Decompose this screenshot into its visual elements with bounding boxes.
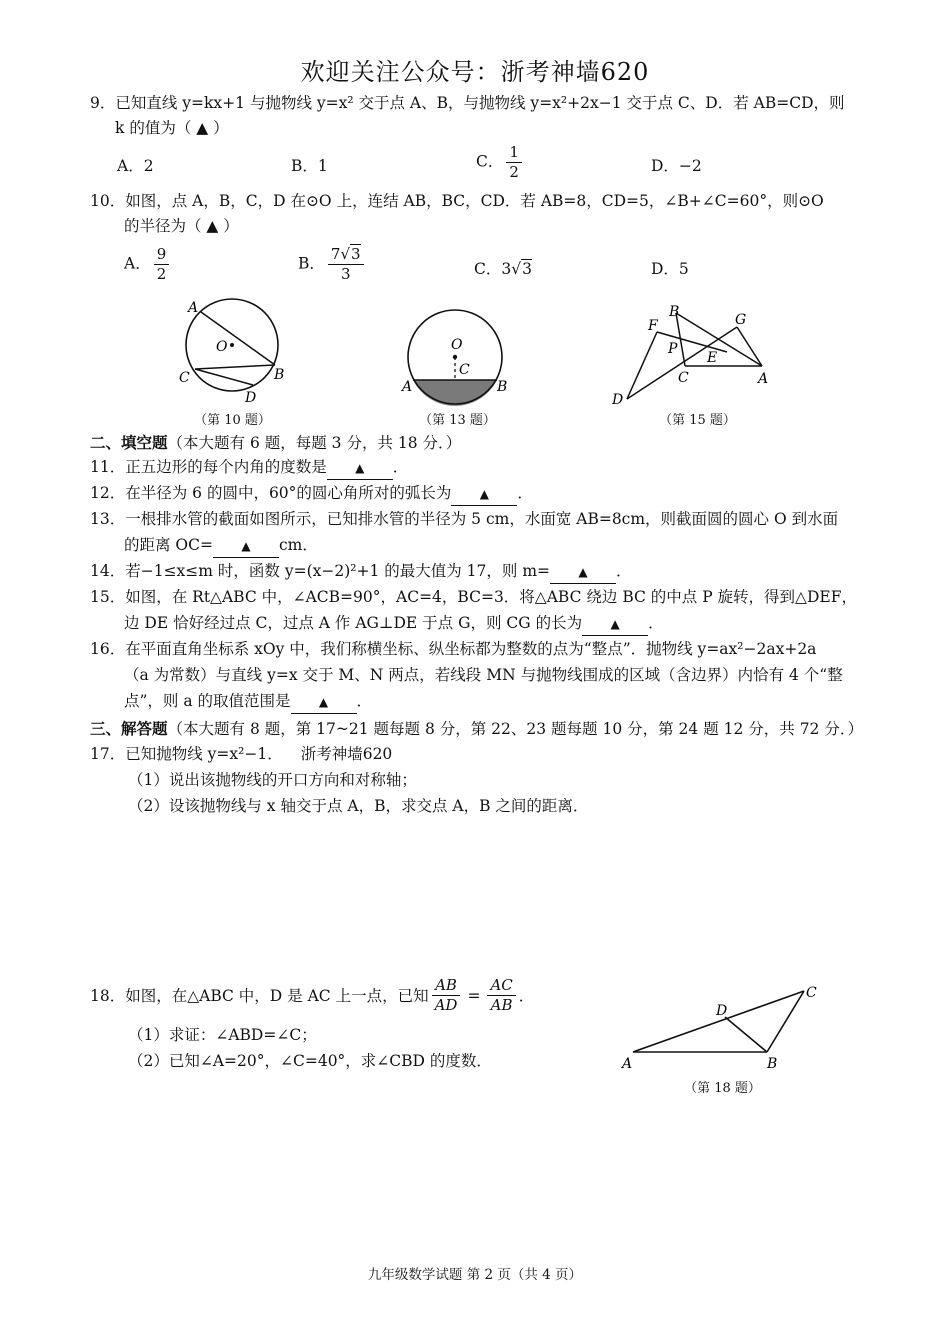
q16-line2: （a 为常数）与直线 y=x 交于 M、N 两点，若线段 MN 与抛物线围成的区域（含边界）内恰有 4 个“整 <box>124 666 843 684</box>
q18-frac2-num: AC <box>487 976 515 996</box>
q12-end: ． <box>517 484 533 502</box>
fig15-label-e: E <box>707 350 718 366</box>
q13-line1: 13．一根排水管的截面如图所示，已知排水管的半径为 5 cm，水面宽 AB=8cm，则截面圆的圆心 O 到水面 <box>90 510 839 528</box>
q10-option-c: C．3√3 <box>474 260 532 278</box>
fig13-label-c: C <box>459 362 470 378</box>
q13-line2-post: cm． <box>278 536 318 554</box>
q10-option-a-label: A． <box>124 254 151 273</box>
q9-option-a: A．2 <box>117 157 154 175</box>
q15-blank <box>582 612 648 636</box>
q15-blank-mark: ▲ <box>610 617 620 631</box>
q10-option-b-denominator: 3 <box>340 265 351 283</box>
q17-text: 17．已知抛物线 y=x²−1． <box>90 745 283 763</box>
fig18-caption: （第 18 题） <box>684 1081 761 1096</box>
q16-end: ． <box>356 692 373 710</box>
q16-blank <box>291 690 357 714</box>
fig18-label-b: B <box>767 1056 778 1072</box>
q15-line1: 15．如图，在 Rt△ABC 中，∠ACB=90°，AC=4，BC=3．将△ABC 绕边 BC 的中点 P 旋转，得到△DEF， <box>90 588 857 606</box>
q10-option-b-label: B． <box>298 254 325 273</box>
fig10-chord-ab <box>201 312 275 365</box>
q10-option-b-coef: 7 <box>330 245 341 263</box>
fig15-caption: （第 15 题） <box>659 413 736 428</box>
fig15-label-a: A <box>758 371 769 387</box>
q18-fraction-1 <box>432 976 461 1015</box>
figure-18 <box>615 980 825 1072</box>
q14 <box>90 560 632 584</box>
figure-10 <box>170 295 300 407</box>
q10-option-d: D．5 <box>651 260 689 278</box>
fig10-label-d: D <box>245 390 257 406</box>
q15-end: ． <box>648 614 664 632</box>
fig15-label-f: F <box>648 318 658 334</box>
fig15-label-g: G <box>735 312 747 328</box>
q13-blank <box>213 534 279 558</box>
q16-line3 <box>124 690 372 714</box>
fig15-seg-ga <box>737 327 762 366</box>
q9-line2: k 的值为（ ▲ ） <box>115 119 229 137</box>
q14-end: ． <box>616 562 632 580</box>
q10-line2: 的半径为（ ▲ ） <box>124 217 239 235</box>
page-header: 欢迎关注公众号：浙考神墙620 <box>300 58 650 86</box>
fig15-label-d: D <box>612 392 624 408</box>
q12-blank <box>451 482 517 506</box>
q10-option-a-fraction <box>154 245 170 284</box>
q14-text: 14．若−1≤x≤m 时，函数 y=(x−2)²+1 的最大值为 17，则 m= <box>90 562 551 580</box>
fig18-label-c: C <box>806 985 817 1001</box>
q11-text: 11．正五边形的每个内角的度数是 <box>90 458 327 476</box>
fig10-label-b: B <box>274 367 285 383</box>
page-footer: 九年级数学试题 第 2 页（共 4 页） <box>367 1267 583 1283</box>
fig18-seg-bc <box>767 991 804 1052</box>
q18-equals: = <box>467 986 481 1005</box>
q16-line1: 16．在平面直角坐标系 xOy 中，我们称横坐标、纵坐标都为整数的点为“整点”．抛物线 y=ax²−2ax+2a <box>90 640 817 658</box>
q13-line2-pre: 的距离 OC= <box>124 536 213 554</box>
q10-option-a-denominator: 2 <box>156 265 167 283</box>
q10-option-c-label: C．3 <box>474 260 512 278</box>
fig10-caption: （第 10 题） <box>194 413 271 428</box>
q18-frac1-num: AB <box>432 976 460 996</box>
q18-end: ． <box>518 986 535 1005</box>
q10-line1: 10．如图，点 A，B，C，D 在⊙O 上，连结 AB，BC，CD．若 AB=8，CD=5，∠B+∠C=60°，则⊙O <box>90 192 824 210</box>
q17-part2: （2）设该抛物线与 x 轴交于点 A，B，求交点 A，B 之间的距离． <box>128 797 589 815</box>
q18-part2: （2）已知∠A=20°，∠C=40°，求∠CBD 的度数． <box>128 1052 492 1070</box>
fig18-label-d: D <box>716 1003 728 1019</box>
q10-option-b-fraction <box>328 245 364 284</box>
fig10-label-o: O <box>216 339 228 355</box>
q12-blank-mark: ▲ <box>479 487 490 501</box>
fig15-label-c: C <box>678 370 689 386</box>
figure-15 <box>605 300 780 410</box>
q11-blank-mark: ▲ <box>355 461 365 475</box>
q10-option-b-numerator: 7√3 <box>328 245 364 265</box>
q9-option-b: B．1 <box>291 157 328 175</box>
q11-blank <box>327 456 393 480</box>
fig18-seg-ac <box>633 991 804 1052</box>
q11 <box>90 456 408 480</box>
section-2-desc: （本大题有 6 题，每题 3 分，共 18 分．） <box>167 434 462 452</box>
q17-part1: （1）说出该抛物线的开口方向和对称轴； <box>128 771 417 789</box>
fig13-caption: （第 13 题） <box>419 413 496 428</box>
q14-blank-mark: ▲ <box>578 565 588 579</box>
fig15-label-b: B <box>669 304 680 320</box>
fig13-label-b: B <box>497 379 508 395</box>
section-2-title: 二、填空题 <box>90 433 168 452</box>
fig13-label-o: O <box>451 337 463 353</box>
q18-frac2-den: AB <box>490 996 513 1014</box>
fig10-label-c: C <box>179 370 190 386</box>
section-3-desc: （本大题有 8 题，第 17~21 题每题 8 分，第 22、23 题每题 10 分，第 24 题 12 分，共 72 分．） <box>167 720 864 738</box>
q10-option-a <box>124 245 172 284</box>
fig15-label-p: P <box>668 341 678 357</box>
q10-option-b <box>298 245 367 284</box>
q18-frac1-den: AD <box>434 996 458 1014</box>
fig10-chord-bc <box>195 365 275 369</box>
section-3-title: 三、解答题 <box>90 719 168 738</box>
fig10-chord-cd <box>195 369 253 385</box>
section-3-heading <box>90 717 863 739</box>
fig18-seg-bd <box>725 1017 767 1052</box>
q9-option-c-denominator: 2 <box>509 163 519 181</box>
section-2-heading <box>90 431 461 453</box>
q10-option-b-radicand: 3 <box>351 245 361 263</box>
q18-line1 <box>90 976 534 1015</box>
fig10-label-a: A <box>188 300 199 316</box>
q18-fraction-2 <box>487 976 515 1015</box>
q10-option-c-radicand: 3 <box>522 260 532 278</box>
q9-option-c-label: C． <box>476 152 504 171</box>
q17-line1 <box>90 743 392 765</box>
q18-part1: （1）求证：∠ABD=∠C； <box>128 1026 317 1044</box>
q15-line2-pre: 边 DE 恰好经过点 C，过点 A 作 AG⊥DE 于点 G，则 CG 的长为 <box>124 614 583 632</box>
q16-line3-pre: 点”，则 a 的取值范围是 <box>124 692 291 710</box>
q9-option-c-fraction <box>506 143 522 182</box>
q10-option-a-numerator: 9 <box>154 245 170 265</box>
q9-option-c <box>476 143 525 182</box>
q12 <box>90 482 533 506</box>
q9-line1: 9．已知直线 y=kx+1 与抛物线 y=x² 交于点 A、B，与抛物线 y=x²+2x−1 交于点 C、D．若 AB=CD，则 <box>90 94 845 112</box>
q18-line1-pre: 18．如图，在△ABC 中，D 是 AC 上一点，已知 <box>90 986 429 1005</box>
q12-text: 12．在半径为 6 的圆中，60°的圆心角所对的弧长为 <box>90 484 452 502</box>
q14-blank <box>550 560 616 584</box>
q16-blank-mark: ▲ <box>318 695 329 709</box>
fig18-label-a: A <box>622 1056 633 1072</box>
fig13-label-a: A <box>402 379 413 395</box>
figure-13 <box>395 300 515 406</box>
q17-watermark: 浙考神墙620 <box>300 745 393 763</box>
fig13-center-dot <box>453 355 457 359</box>
q9-option-d: D．−2 <box>651 157 702 175</box>
q11-end: ． <box>392 458 409 476</box>
fig10-center-dot <box>230 343 234 347</box>
q13-line2 <box>124 534 318 558</box>
q15-line2 <box>124 612 664 636</box>
q13-blank-mark: ▲ <box>241 539 251 553</box>
q9-option-c-numerator: 1 <box>506 143 522 163</box>
